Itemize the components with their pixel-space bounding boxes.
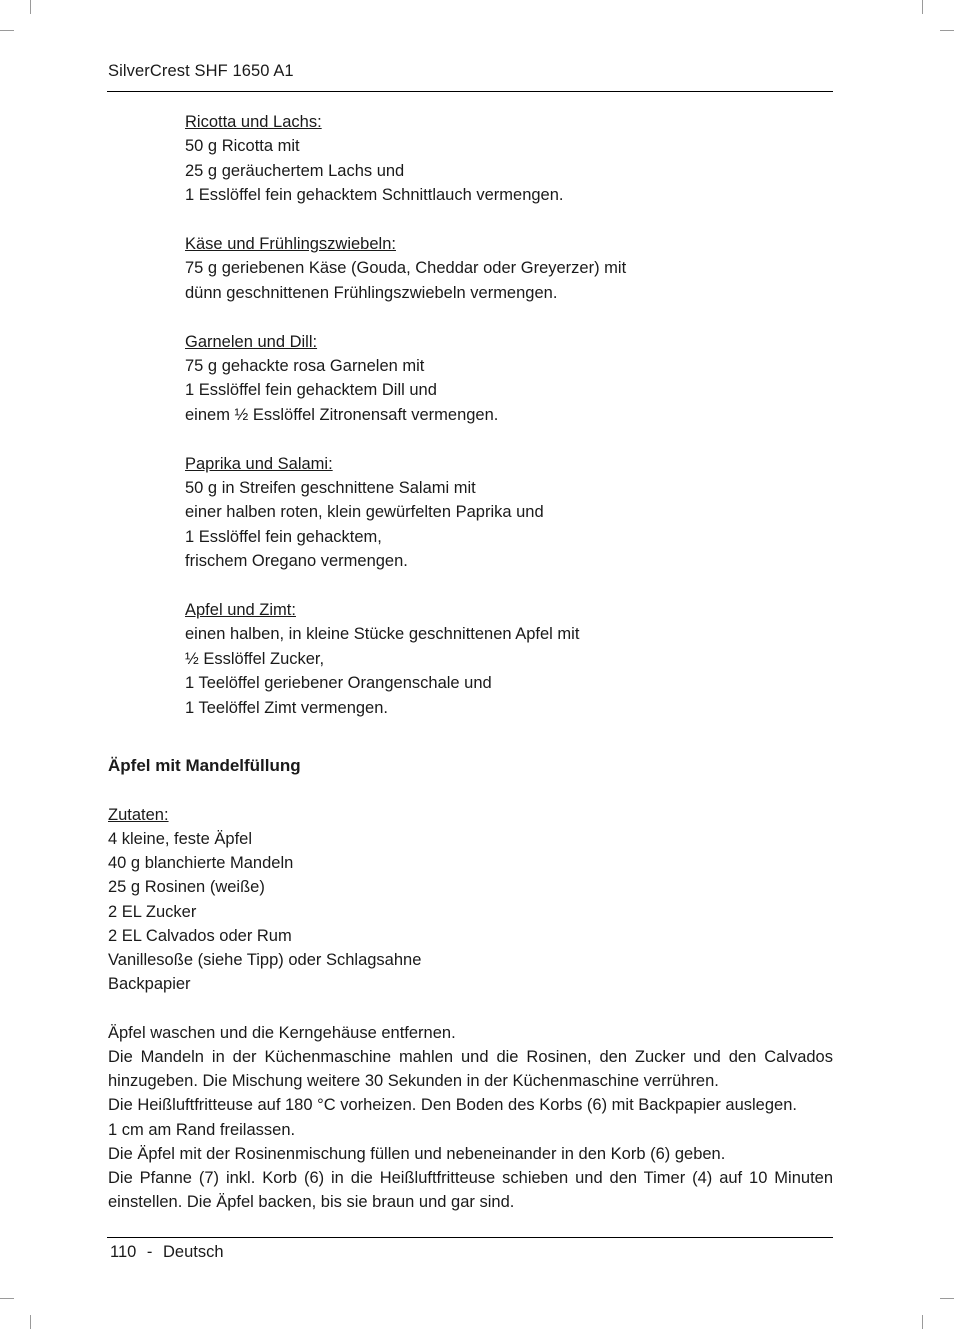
recipe-garnelen-dill — [185, 330, 825, 428]
recipe-line: 50 g in Streifen geschnittene Salami mit — [185, 479, 476, 498]
recipe-line: ½ Esslöffel Zucker, — [185, 649, 325, 668]
footer-rule — [107, 1237, 833, 1238]
recipe-title: Apfel und Zimt: — [185, 601, 296, 620]
ingredient-item: Vanillesoße (siehe Tipp) oder Schlagsahne — [108, 951, 422, 970]
footer-separator: - — [146, 1243, 153, 1261]
page-footer — [110, 1243, 224, 1262]
instruction-step: Die Mandeln in der Küchenmaschine mahlen und die Rosinen, den Zucker und den Calvados hinzugeben. Die Mischung weitere 30 Sekunden in der Küchenmaschine verrühren. — [108, 1048, 833, 1091]
recipe-title: Garnelen und Dill: — [185, 332, 318, 351]
recipe-section — [108, 754, 833, 1214]
recipe-line: dünn geschnittenen Frühlingszwiebeln vermengen. — [185, 283, 558, 302]
recipe-title: Paprika und Salami: — [185, 454, 333, 473]
instruction-step: Äpfel waschen und die Kerngehäuse entfernen. — [108, 1023, 456, 1042]
recipe-line: 25 g geräuchertem Lachs und — [185, 161, 405, 180]
ingredient-item: Backpapier — [108, 975, 191, 994]
ingredient-item: 4 kleine, feste Äpfel — [108, 830, 253, 848]
recipe-kaese-fruehlingszwiebeln — [185, 232, 825, 305]
recipe-line: 50 g Ricotta mit — [185, 137, 300, 156]
crop-mark — [922, 1315, 923, 1329]
crop-mark — [922, 0, 923, 14]
ingredient-item: 2 EL Zucker — [108, 902, 197, 921]
recipe-title: Ricotta und Lachs: — [185, 113, 322, 131]
ingredient-item: 40 g blanchierte Mandeln — [108, 854, 294, 873]
recipe-apfel-zimt — [185, 598, 825, 720]
recipe-line: 75 g geriebenen Käse (Gouda, Cheddar oder Greyerzer) mit — [185, 259, 627, 278]
recipe-line: 1 Teelöffel geriebener Orangenschale und — [185, 674, 492, 693]
recipe-line: einer halben roten, klein gewürfelten Paprika und — [185, 503, 544, 522]
header-rule — [107, 91, 833, 92]
page-number: 110 — [110, 1243, 137, 1261]
ingredient-item: 25 g Rosinen (weiße) — [108, 878, 265, 897]
recipe-ricotta-lachs — [185, 110, 825, 208]
recipe-line: 1 Esslöffel fein gehacktem Dill und — [185, 381, 437, 400]
recipe-variations — [185, 110, 825, 744]
recipe-title: Käse und Frühlingszwiebeln: — [185, 235, 396, 254]
instruction-step: Die Pfanne (7) inkl. Korb (6) in die Heißluftfritteuse schieben und den Timer (4) auf 10 Minuten einstellen. Die Äpfel backen, bis sie braun und gar sind. — [108, 1169, 833, 1212]
section-heading: Äpfel mit Mandelfüllung — [108, 756, 301, 775]
ingredients-list — [108, 803, 833, 997]
crop-mark — [0, 1298, 14, 1299]
recipe-line: 1 Esslöffel fein gehacktem Schnittlauch vermengen. — [185, 186, 564, 205]
crop-mark — [0, 30, 14, 31]
recipe-paprika-salami — [185, 452, 825, 574]
recipe-line: 75 g gehackte rosa Garnelen mit — [185, 357, 425, 376]
instruction-step: 1 cm am Rand freilassen. — [108, 1120, 296, 1139]
crop-mark — [30, 0, 31, 14]
instructions — [108, 1021, 833, 1215]
page-header-title: SilverCrest SHF 1650 A1 — [108, 62, 294, 80]
crop-mark — [30, 1315, 31, 1329]
ingredient-item: 2 EL Calvados oder Rum — [108, 926, 292, 945]
crop-mark — [940, 1298, 954, 1299]
recipe-line: frischem Oregano vermengen. — [185, 552, 408, 571]
footer-language: Deutsch — [163, 1243, 224, 1261]
recipe-line: einen halben, in kleine Stücke geschnittenen Apfel mit — [185, 625, 580, 644]
recipe-line: einem ½ Esslöffel Zitronensaft vermengen. — [185, 405, 499, 424]
crop-mark — [940, 30, 954, 31]
recipe-line: 1 Esslöffel fein gehacktem, — [185, 527, 382, 546]
instruction-step: Die Äpfel mit der Rosinenmischung füllen und nebeneinander in den Korb (6) geben. — [108, 1144, 726, 1163]
recipe-line: 1 Teelöffel Zimt vermengen. — [185, 698, 388, 717]
instruction-step: Die Heißluftfritteuse auf 180 °C vorheizen. Den Boden des Korbs (6) mit Backpapier auslegen. — [108, 1096, 797, 1115]
ingredients-label: Zutaten: — [108, 805, 169, 824]
